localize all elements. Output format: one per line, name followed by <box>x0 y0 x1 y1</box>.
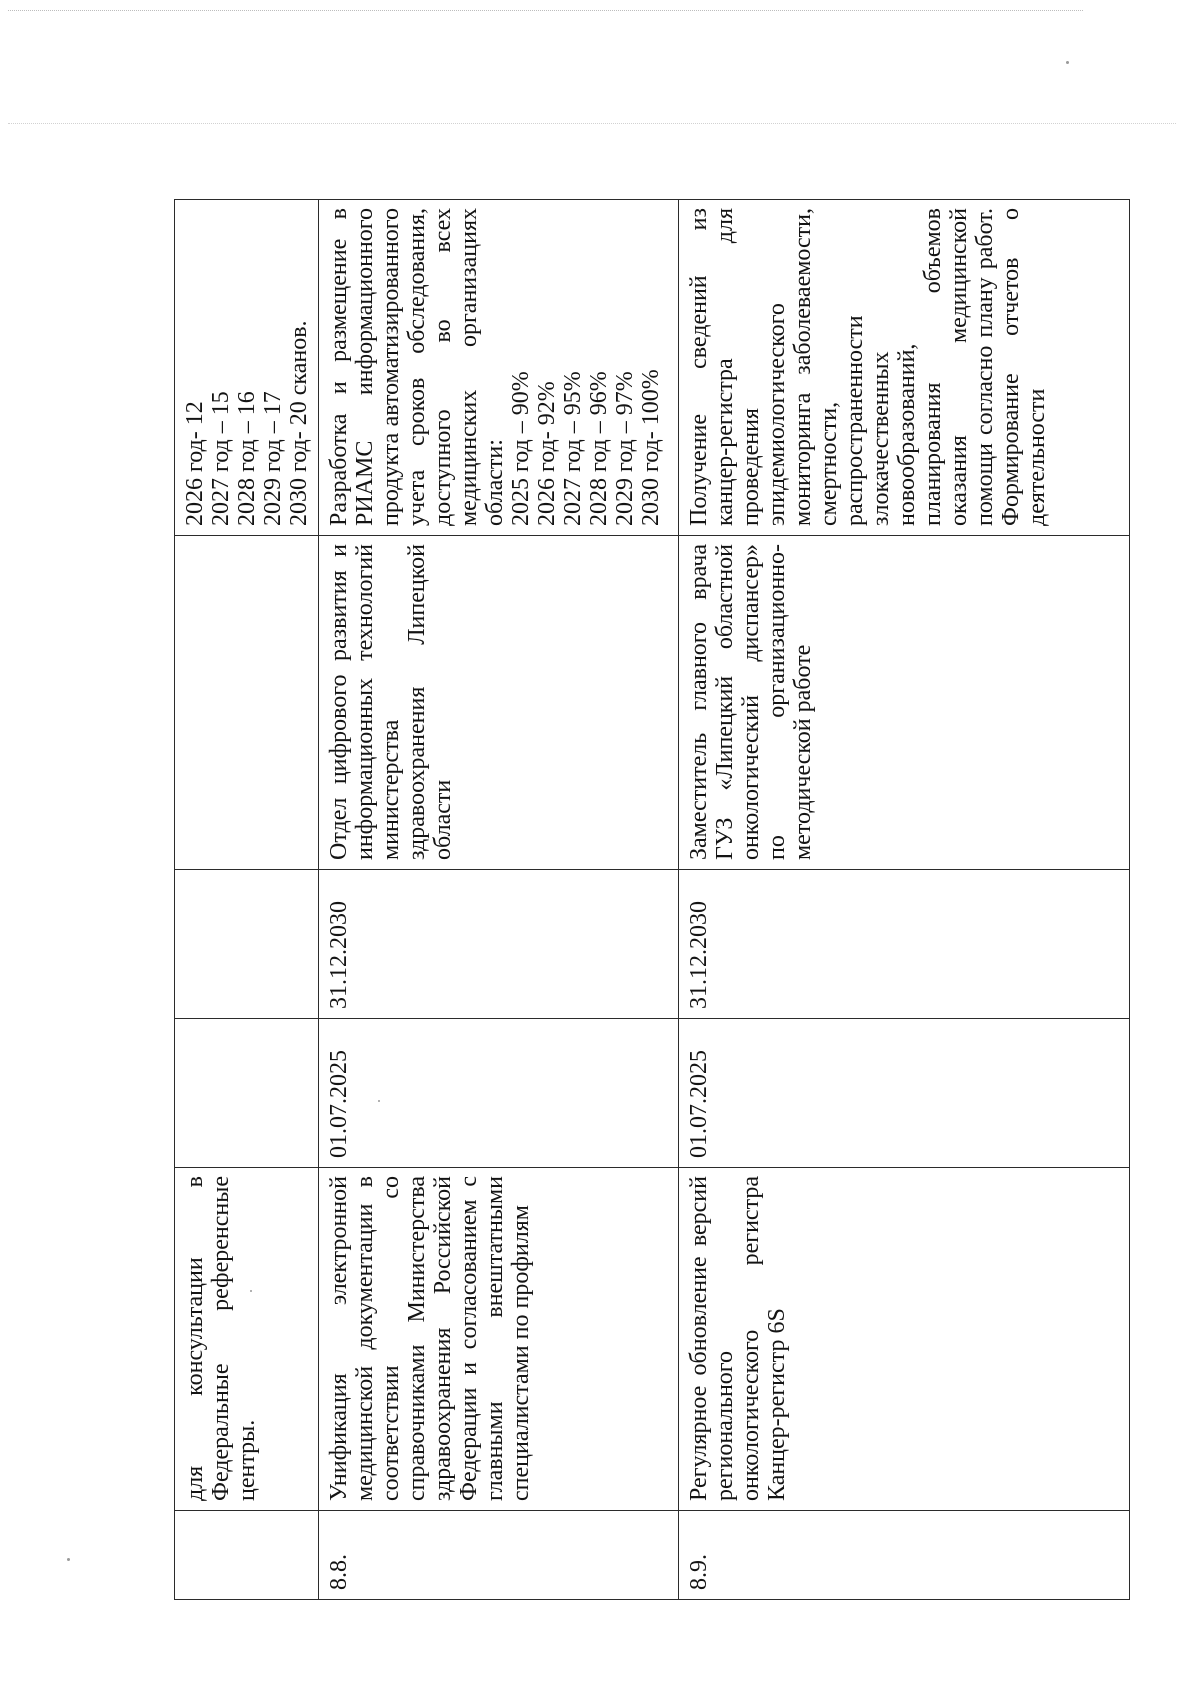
activity-cell: Регулярное обновление версий регионального онкологического регистра Канцер-регистр 6S <box>678 1167 1129 1510</box>
result-line: 2029 год – 97% <box>611 370 638 526</box>
result-line: 2026 год- 92% <box>533 380 560 526</box>
activity-cell: Унификация электронной медицинской документации в соответствии со справочниками Министерства здравоохранения Российской Федерации и согласованием с главными внештатными специалистами по профилям <box>318 1167 678 1510</box>
table-row <box>318 199 678 1599</box>
result-line: 2025 год – 90% <box>507 370 534 526</box>
result-line: 2030 год- 20 сканов. <box>285 319 312 526</box>
end-date-cell <box>174 869 318 1018</box>
scan-speck <box>67 1558 70 1561</box>
result-text: Разработка и размещение в РИАМС информационного продукта автоматизированного учета сроков обследования, доступного во всех медицинских организациях области: <box>325 207 508 526</box>
result-line: 2027 год – 95% <box>559 370 586 526</box>
result-line: 2028 год – 16 <box>233 390 260 526</box>
result-line: 2030 год- 100% <box>637 368 664 526</box>
result-cell <box>174 199 318 535</box>
scan-speck <box>1066 61 1069 64</box>
start-date-cell: 01.07.2025 <box>318 1018 678 1167</box>
row-number-cell: 8.8. <box>318 1510 678 1599</box>
start-date-cell <box>174 1018 318 1167</box>
start-date-cell: 01.07.2025 <box>678 1018 1129 1167</box>
rotated-document-page <box>174 200 1110 1600</box>
plan-table <box>174 199 1130 1600</box>
scan-artifact-mid <box>8 123 1176 124</box>
scan-artifact-top <box>8 10 1083 11</box>
row-number-cell <box>174 1510 318 1599</box>
table-row <box>678 199 1129 1599</box>
activity-cell: для консультации в Федеральные референсные центры. <box>174 1167 318 1510</box>
end-date-cell: 31.12.2030 <box>318 869 678 1018</box>
table-row <box>174 199 318 1599</box>
result-line: 2026 год- 12 <box>181 400 208 526</box>
responsible-cell: Заместитель главного врача ГУЗ «Липецкий областной онкологический диспансер» по организационно-методической работе <box>678 535 1129 869</box>
result-line: 2029 год – 17 <box>259 390 286 526</box>
responsible-cell: Отдел цифрового развития и информационных технологий министерства здравоохранения Липецкой области <box>318 535 678 869</box>
result-line: 2028 год – 96% <box>585 370 612 526</box>
end-date-cell: 31.12.2030 <box>678 869 1129 1018</box>
result-line: 2027 год – 15 <box>207 390 234 526</box>
result-cell <box>318 199 678 535</box>
responsible-cell <box>174 535 318 869</box>
result-cell: Получение сведений из канцер-регистра для проведения эпидемиологического мониторинга заболеваемости, смертности, распространенности злокачественных новообразований, планирования объемов оказания медицинской помощи согласно плану работ. Формирование отчетов о деятельности <box>678 199 1129 535</box>
row-number-cell: 8.9. <box>678 1510 1129 1599</box>
